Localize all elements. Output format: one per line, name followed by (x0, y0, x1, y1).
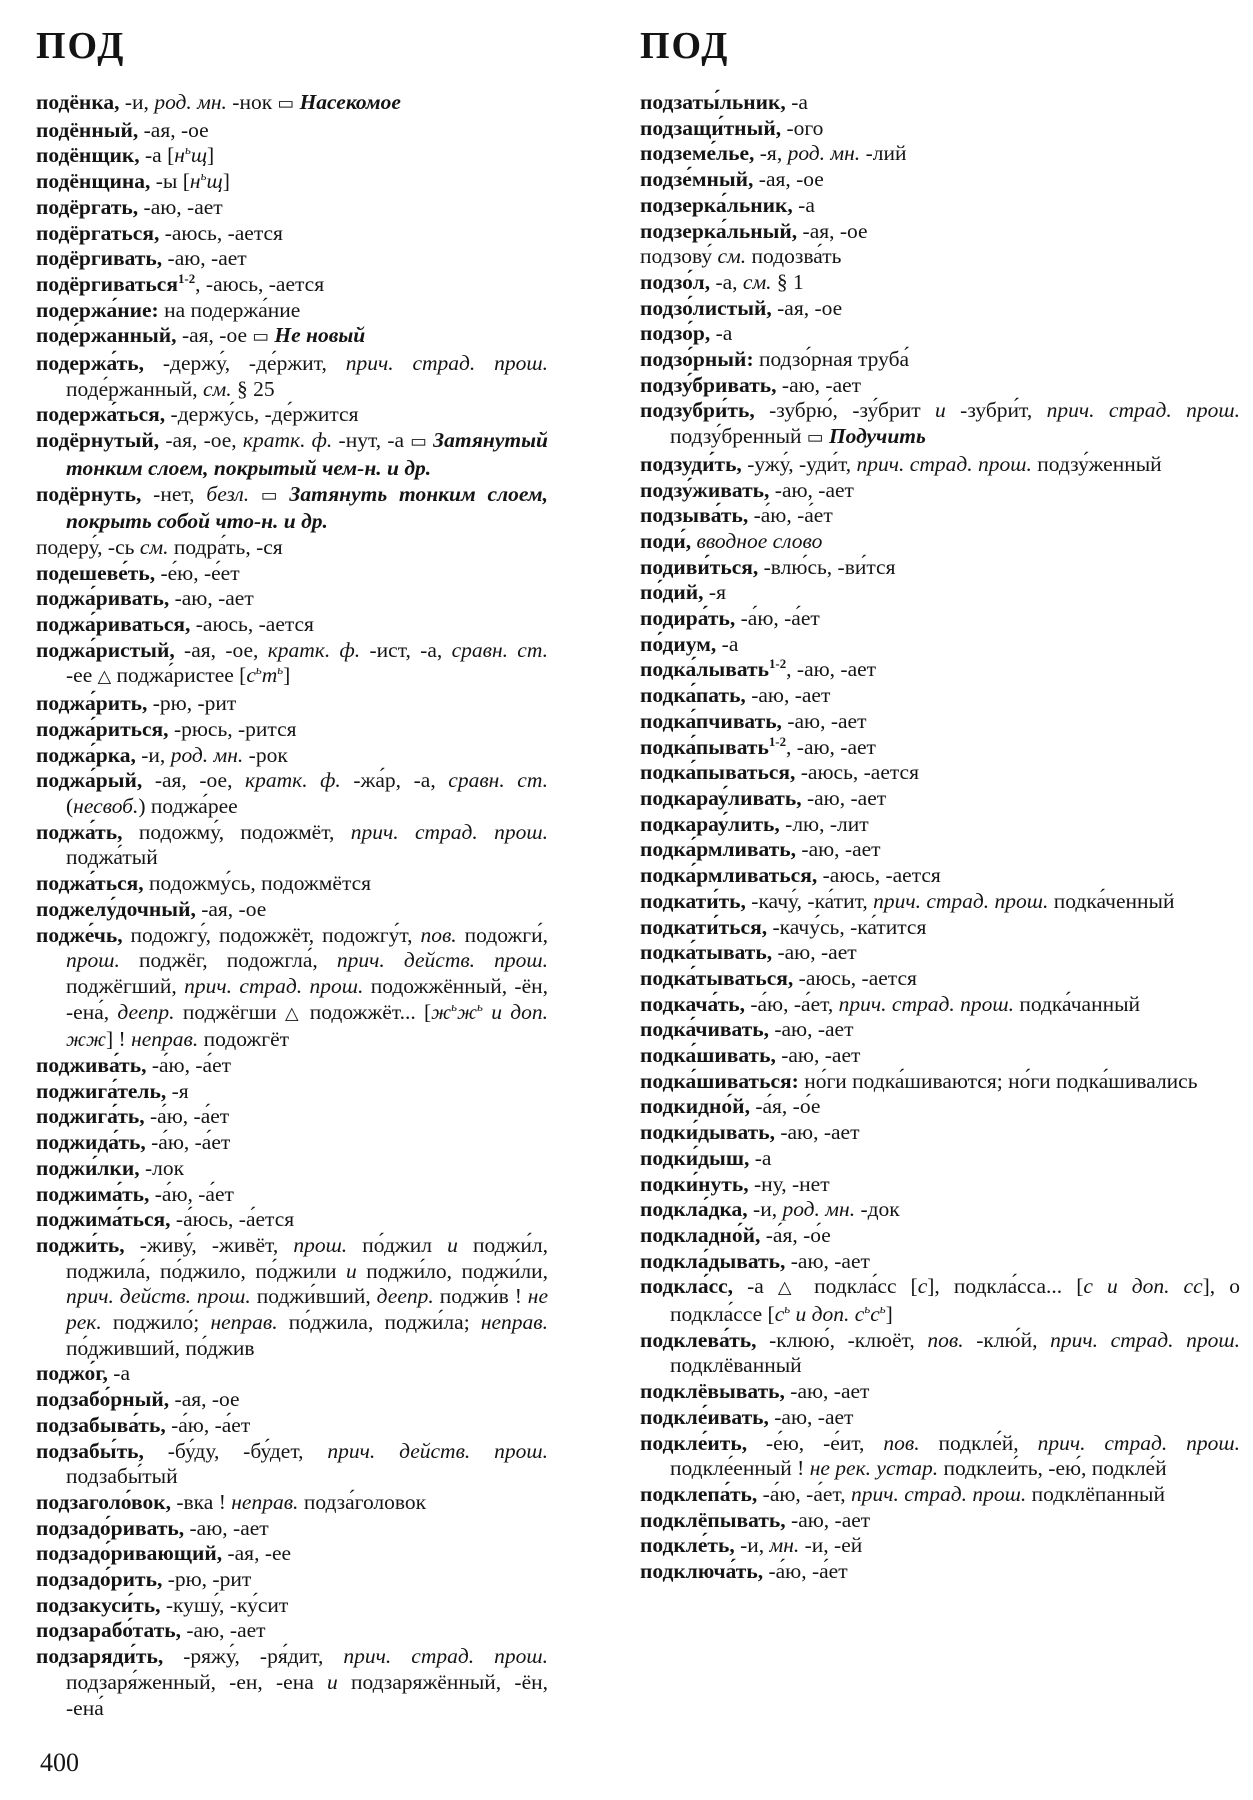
dictionary-entry: подёнщик, -а $[н^ьщ]$ (36, 143, 215, 168)
dictionary-entry: поджига́тель, -я (36, 1078, 189, 1103)
dictionary-entry: подзаголо́вок, -вка ! неправ. подза́головок (36, 1489, 427, 1514)
dictionary-entry: подёрнуть, -нет, безл. ▭ Затянуть тонким слоем, покрыть собой что-н. и др. (36, 481, 548, 534)
dictionary-entry: подклева́ть, -клюю́, -клюёт, пов. -клю́й, прич. страд. прош. подклёванный (640, 1327, 1240, 1378)
dictionary-entry: поди́, вводное слово (640, 528, 823, 553)
dictionary-entry: подже́чь, подожгу́, подожжёт, подожгу́т, пов. подожги́, прош. поджёг, подожгла́, прич. действ. прош. поджёгший, прич. страд. прош. подожжённый, -ён, -ена́, деепр. поджёгши △ подожжёт... [$ж^ьж^ь$ и доп. жж] ! неправ. подожгёт (36, 922, 549, 1052)
dictionary-entry: подка́тывать, -аю, -ает (640, 940, 857, 965)
dictionary-entry: подка́пываться, -аюсь, -ается (640, 760, 919, 785)
column-left (36, 26, 548, 1721)
dictionary-entry: подклёвывать, -аю, -ает (640, 1379, 870, 1404)
dictionary-entry: подка́пчивать, -аю, -ает (640, 708, 867, 733)
page-number: 400 (40, 1748, 79, 1777)
dictionary-entry: подзадо́рить, -рю, -рит (36, 1567, 252, 1592)
dictionary-entry: подешеве́ть, -е́ю, -е́ет (36, 560, 240, 585)
dictionary-entry: подержа́ть, -держу́, -де́ржит, прич. страд. прош. поде́ржанный, см. § 25 (36, 351, 549, 401)
dictionary-entry: поде́ржанный, -ая, -ое ▭ Не новый (36, 323, 366, 348)
dictionary-entry: подкла́дывать, -аю, -ает (640, 1248, 870, 1273)
dictionary-entry: подземе́лье, -я, род. мн. -лий (640, 141, 907, 166)
dictionary-entry: подзо́р, -а (640, 321, 733, 346)
dictionary-entry: подзу́бривать, -аю, -ает (640, 372, 862, 397)
dictionary-entry: подклепа́ть, -а́ю, -а́ет, прич. страд. прош. подклёпанный (640, 1481, 1165, 1506)
dictionary-entry: подзубри́ть, -зубрю́, -зу́брит и -зубри́т, прич. страд. прош. подзу́бренный ▭ Подучить (640, 398, 1240, 449)
dictionary-entry: подка́тываться, -аюсь, -ается (640, 965, 917, 990)
dictionary-entry: подзо́листый, -ая, -ое (640, 295, 843, 320)
dictionary-entry: подка́пать, -аю, -ает (640, 683, 831, 708)
dictionary-entry: поджа́риваться, -аюсь, -ается (36, 612, 314, 637)
dictionary-entry: подеру́, -сь см. подра́ть, -ся (36, 534, 283, 559)
column-right (640, 26, 1240, 1585)
dictionary-entry: подзуди́ть, -ужу́, -уди́т, прич. страд. прош. подзу́женный (640, 451, 1162, 476)
dictionary-entry: подержа́ться, -держу́сь, -де́ржится (36, 402, 359, 427)
dictionary-entry: подка́рмливаться, -аюсь, -ается (640, 863, 941, 888)
dictionary-entry: подка́рмливать, -аю, -ает (640, 837, 881, 862)
dictionary-entry: подержа́ние: на подержа́ние (36, 297, 301, 322)
dictionary-entry: подёргиваться$^{1-2}$, -аюсь, -ается (36, 271, 325, 296)
dictionary-entry: подключа́ть, -а́ю, -а́ет (640, 1559, 848, 1584)
dictionary-entry: поджига́ть, -а́ю, -а́ет (36, 1104, 230, 1129)
dictionary-entry: подёнщина, -ы $[н^ьщ]$ (36, 168, 230, 194)
dictionary-entry: подки́дывать, -аю, -ает (640, 1120, 860, 1145)
dictionary-entry: подка́лывать$^{1-2}$, -аю, -ает (640, 657, 877, 682)
dictionary-entry: подклёпывать, -аю, -ает (640, 1507, 871, 1532)
dictionary-entry: подки́дыш, -а (640, 1145, 772, 1170)
entries-right (640, 90, 1240, 1585)
dictionary-entry: подкидно́й, -а́я, -о́е (640, 1094, 821, 1119)
dictionary-entry: подкладно́й, -а́я, -о́е (640, 1222, 831, 1247)
dictionary-entry: подёргивать, -аю, -ает (36, 246, 247, 271)
dictionary-entry: подёргаться, -аюсь, -ается (36, 220, 283, 245)
dictionary-entry: подёргать, -аю, -ает (36, 194, 223, 219)
dictionary-entry: поджа́рка, -и, род. мн. -рок (36, 742, 288, 767)
dictionary-entry: подзабыва́ть, -а́ю, -а́ет (36, 1412, 251, 1437)
dictionary-entry: подзадо́ривать, -аю, -ает (36, 1515, 269, 1540)
dictionary-entry: подкле́ть, -и, мн. -и, -ей (640, 1533, 863, 1558)
dictionary-entry: подка́шивать, -аю, -ает (640, 1043, 861, 1068)
dictionary-entry: подкла́сс, -а △ подкла́сс [с], подкла́сса... [с и доп. сс], о подкла́ссе [$с^ь$ и доп. $с^ьс^ь$] (640, 1274, 1240, 1327)
dictionary-entry: подкле́ивать, -аю, -ает (640, 1404, 854, 1429)
dictionary-entry: поджима́ть, -а́ю, -а́ет (36, 1181, 234, 1206)
dictionary-entry: подзаты́льник, -а (640, 90, 808, 114)
dictionary-entry: поджо́г, -а (36, 1361, 130, 1386)
dictionary-entry: подзу́живать, -аю, -ает (640, 477, 854, 502)
dictionary-entry: подиви́ться, -влю́сь, -ви́тся (640, 554, 896, 579)
dictionary-entry: подки́нуть, -ну, -нет (640, 1171, 830, 1196)
dictionary-entry: поджива́ть, -а́ю, -а́ет (36, 1053, 232, 1078)
dictionary-entry: подкарау́лить, -лю, -лит (640, 811, 869, 836)
dictionary-entry: подзаряди́ть, -ряжу́, -ря́дит, прич. страд. прош. подзаря́женный, -ен, -ена и подзаряжённый, -ён, -ена́ (36, 1644, 548, 1720)
dictionary-entry: подзову́ см. подозва́ть (640, 244, 842, 269)
dictionary-entry: подира́ть, -а́ю, -а́ет (640, 606, 820, 631)
dictionary-entry: подкле́ить, -е́ю, -е́ит, пов. подкле́й, прич. страд. прош. подкле́енный ! не рек. устар. подклеи́ть, -ею́, подкле́й (640, 1430, 1240, 1481)
dictionary-entry: подзо́рный: подзо́рная труба́ (640, 347, 910, 372)
dictionary-entry: поджа́ть, подожму́, подожмёт, прич. страд. прош. поджа́тый (36, 819, 549, 870)
dictionary-entry: подёнка, -и, род. мн. -нок ▭ Насекомое (36, 90, 401, 114)
dictionary-entry: подзакуси́ть, -кушу́, -ку́сит (36, 1592, 289, 1617)
dictionary-entry: поджи́лки, -лок (36, 1155, 185, 1180)
dictionary-entry: поджа́ристый, -ая, -ое, кратк. ф. -ист, -а, сравн. ст. -ее △ поджа́ристее $[с^ьт^ь]$ (36, 637, 548, 688)
running-head-right: ПОД (640, 25, 730, 67)
dictionary-entry: поджа́риться, -рюсь, -рится (36, 716, 297, 741)
dictionary-entry: поджа́ться, подожму́сь, подожмётся (36, 871, 372, 896)
dictionary-entry: подзабо́рный, -ая, -ое (36, 1387, 240, 1412)
dictionary-entry: подзадо́ривающий, -ая, -ее (36, 1541, 292, 1566)
dictionary-entry: поджелу́дочный, -ая, -ое (36, 896, 267, 921)
dictionary-entry: поджа́ривать, -аю, -ает (36, 586, 254, 611)
dictionary-entry: подёрнутый, -ая, -ое, кратк. ф. -нут, -а ▭ Затянутый тонким слоем, покрытый чем-н. и др. (36, 428, 548, 480)
dictionary-entry: подка́пывать$^{1-2}$, -аю, -ает (640, 734, 876, 759)
dictionary-entry: подка́шиваться: но́ги подка́шиваются; но́ги подка́шивались (640, 1068, 1198, 1093)
dictionary-entry: подкати́ть, -качу́, -ка́тит, прич. страд. прош. подка́ченный (640, 888, 1175, 913)
dictionary-entry: поджида́ть, -а́ю, -а́ет (36, 1130, 231, 1155)
dictionary-entry: подкарау́ливать, -аю, -ает (640, 785, 887, 810)
dictionary-entry: поджа́рый, -ая, -ое, кратк. ф. -жа́р, -а, сравн. ст. (несвоб.) поджа́рее (36, 768, 549, 818)
dictionary-entry: подзащи́тный, -ого (640, 115, 824, 140)
dictionary-entry: поджима́ться, -а́юсь, -а́ется (36, 1207, 295, 1232)
dictionary-entry: по́диум, -а (640, 631, 739, 656)
dictionary-entry: подзе́мный, -ая, -ое (640, 167, 824, 192)
dictionary-entry: подкача́ть, -а́ю, -а́ет, прич. страд. прош. подка́чанный (640, 991, 1141, 1016)
dictionary-entry: подзо́л, -а, см. § 1 (640, 269, 804, 294)
dictionary-entry: подзыва́ть, -а́ю, -а́ет (640, 503, 833, 528)
dictionary-entry: подзерка́льник, -а (640, 192, 815, 217)
dictionary-entry: подзарабо́тать, -аю, -ает (36, 1618, 266, 1643)
dictionary-entry: поджи́ть, -живу́, -живёт, прош. по́джил и поджи́л, поджила́, по́джило, по́джили и поджи́ло, поджи́ли, прич. действ. прош. поджи́вший, деепр. поджи́в ! не рек. поджило́; неправ. по́джила, поджи́ла; неправ. по́дживший, по́джив (36, 1232, 549, 1360)
dictionary-entry: по́дий, -я (640, 580, 726, 605)
dictionary-entry: подзабы́ть, -бу́ду, -бу́дет, прич. действ. прош. подзабы́тый (36, 1438, 548, 1489)
dictionary-entry: подка́чивать, -аю, -ает (640, 1017, 854, 1042)
entries-left (36, 90, 548, 1721)
dictionary-entry: подзерка́льный, -ая, -ое (640, 218, 868, 243)
dictionary-entry: подённый, -ая, -ое (36, 117, 209, 142)
running-head-left: ПОД (36, 25, 126, 67)
dictionary-entry: подкати́ться, -качу́сь, -ка́тится (640, 914, 927, 939)
dictionary-entry: подкла́дка, -и, род. мн. -док (640, 1197, 900, 1222)
dictionary-entry: поджа́рить, -рю, -рит (36, 691, 237, 716)
